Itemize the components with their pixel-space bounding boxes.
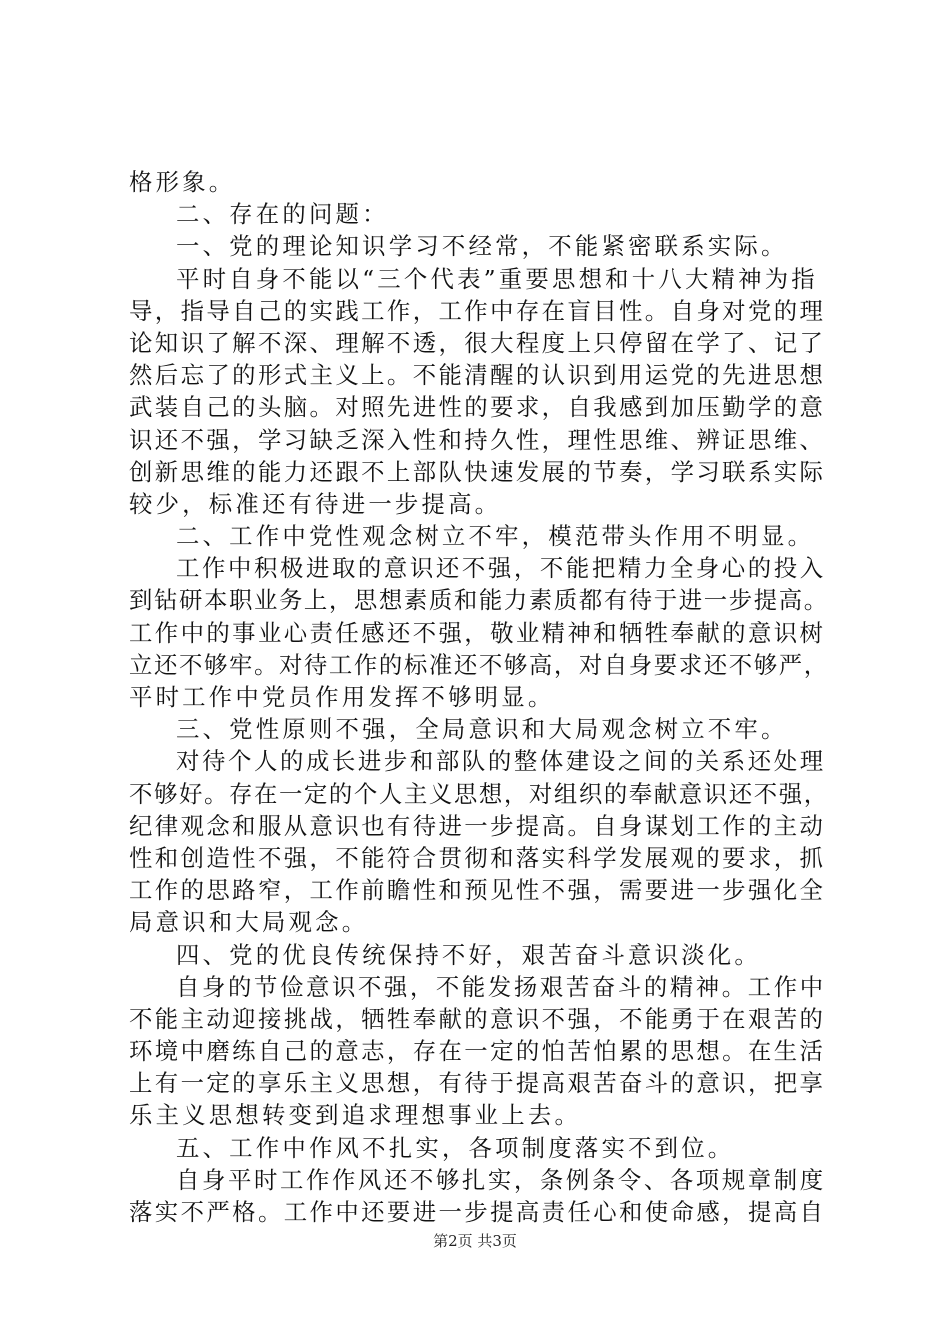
text-line: 三、党性原则不强，全局意识和大局观念树立不牢。 — [176, 715, 788, 744]
text-line: 工作的思路窄，工作前瞻性和预见性不强，需要进一步强化全 — [129, 876, 826, 905]
document-body — [129, 166, 829, 1228]
text-line: 纪律观念和服从意识也有待进一步提高。自身谋划工作的主动 — [129, 811, 826, 840]
text-line: 不能主动迎接挑战，牺牲奉献的意识不强，不能勇于在艰苦的 — [129, 1004, 826, 1033]
text-line: 自身的节俭意识不强，不能发扬艰苦奋斗的精神。工作中 — [176, 972, 826, 1001]
text-line: 四、党的优良传统保持不好，艰苦奋斗意识淡化。 — [176, 940, 761, 969]
text-line: 平时自身不能以“三个代表”重要思想和十八大精神为指 — [176, 264, 818, 293]
text-line: 二、工作中党性观念树立不牢，模范带头作用不明显。 — [176, 522, 815, 551]
text-line: 格形象。 — [129, 168, 236, 196]
text-line: 落实不严格。工作中还要进一步提高责任心和使命感，提高自 — [129, 1198, 826, 1226]
text-line: 局意识和大局观念。 — [129, 908, 369, 937]
text-line: 二、存在的问题： — [176, 200, 389, 229]
text-line: 环境中磨练自己的意志，存在一定的怕苦怕累的思想。在生活 — [129, 1037, 826, 1066]
text-line: 乐主义思想转变到追求理想事业上去。 — [129, 1101, 582, 1130]
text-line: 上有一定的享乐主义思想，有待于提高艰苦奋斗的意识，把享 — [129, 1069, 826, 1098]
text-line: 工作中积极进取的意识还不强，不能把精力全身心的投入 — [176, 554, 826, 583]
text-line: 平时工作中党员作用发挥不够明显。 — [129, 683, 555, 711]
page-footer: 第2页 共3页 — [433, 1232, 517, 1250]
text-line: 较少，标准还有待进一步提高。 — [129, 489, 502, 518]
text-line: 工作中的事业心责任感还不强，敬业精神和牺牲奉献的意识树 — [129, 618, 826, 647]
text-line: 自身平时工作作风还不够扎实，条例条令、各项规章制度 — [176, 1165, 826, 1194]
text-line: 识还不强，学习缺乏深入性和持久性，理性思维、辨证思维、 — [129, 425, 826, 454]
text-line: 导，指导自己的实践工作，工作中存在盲目性。自身对党的理 — [129, 296, 826, 325]
text-line: 到钻研本职业务上，思想素质和能力素质都有待于进一步提高。 — [129, 586, 829, 615]
text-line: 创新思维的能力还跟不上部队快速发展的节奏，学习联系实际 — [129, 457, 826, 486]
text-line: 立还不够牢。对待工作的标准还不够高，对自身要求还不够严， — [129, 650, 829, 679]
text-line: 不够好。存在一定的个人主义思想，对组织的奉献意识还不强， — [129, 779, 829, 808]
text-line: 五、工作中作风不扎实，各项制度落实不到位。 — [176, 1133, 735, 1162]
text-line: 一、党的理论知识学习不经常，不能紧密联系实际。 — [176, 232, 788, 261]
text-line: 性和创造性不强，不能符合贯彻和落实科学发展观的要求，抓 — [129, 843, 826, 872]
text-line: 对待个人的成长进步和部队的整体建设之间的关系还处理 — [176, 747, 826, 776]
text-line: 论知识了解不深、理解不透，很大程度上只停留在学了、记了 — [129, 328, 826, 357]
text-line: 武装自己的头脑。对照先进性的要求，自我感到加压勤学的意 — [129, 393, 826, 422]
text-line: 然后忘了的形式主义上。不能清醒的认识到用运党的先进思想 — [129, 361, 826, 390]
